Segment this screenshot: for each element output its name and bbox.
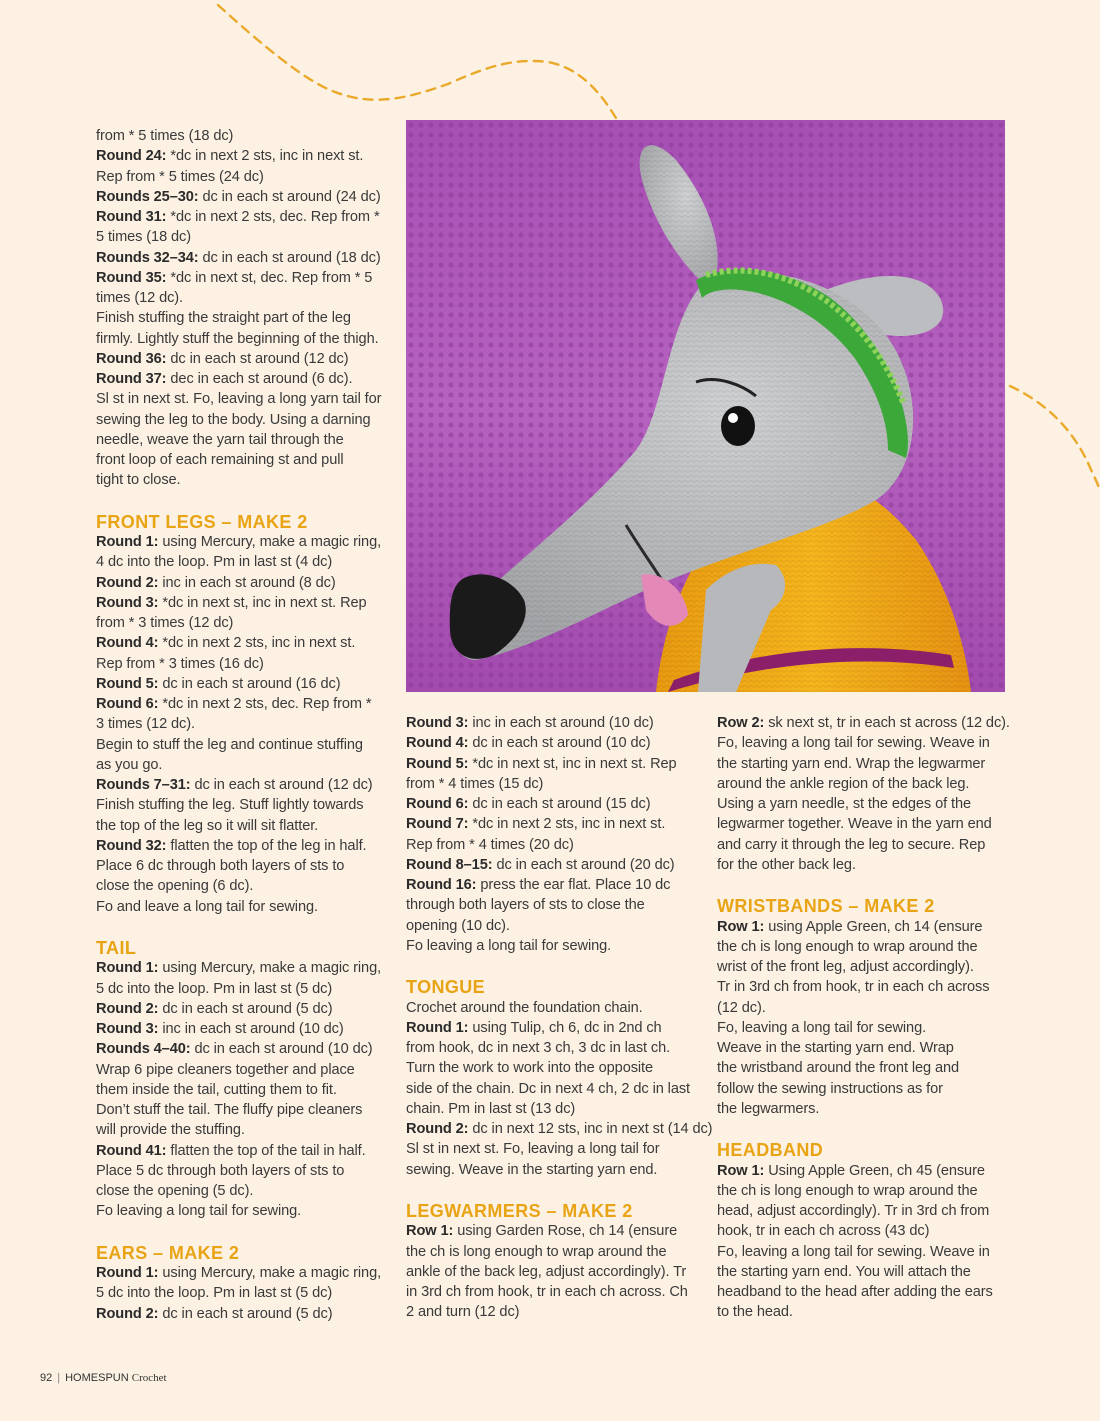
instruction-text: Finish stuffing the straight part of the leg — [96, 310, 351, 327]
round-label: Round 2: — [96, 1305, 159, 1322]
round-label: Round 5: — [406, 755, 469, 772]
instruction-text: Fo, leaving a long tail for sewing. Weave in — [717, 1243, 990, 1260]
round-label: Round 6: — [96, 696, 159, 712]
text-line — [96, 573, 396, 593]
instruction-text: side of the chain. Dc in next 4 ch, 2 dc in last — [406, 1080, 690, 1097]
instruction-text: Place 5 dc through both layers of sts to — [96, 1162, 345, 1179]
text-line — [96, 1283, 396, 1303]
text-line — [406, 1099, 698, 1119]
instruction-text: using Tulip, ch 6, dc in 2nd ch — [468, 1019, 662, 1036]
text-line — [96, 1263, 396, 1283]
text-line — [717, 754, 1009, 774]
text-line — [717, 814, 1009, 834]
instruction-text: Using Apple Green, ch 45 (ensure — [764, 1162, 985, 1179]
section-heading: TAIL — [96, 937, 137, 958]
instruction-text: Sl st in next st. Fo, leaving a long yarn tail for — [96, 391, 382, 408]
text-line — [717, 1038, 1009, 1058]
text-line — [406, 1160, 698, 1180]
text-line — [96, 775, 396, 795]
text-line — [96, 1060, 396, 1080]
instruction-text: using Mercury, make a magic ring, — [158, 960, 382, 977]
instruction-text: in 3rd ch from hook, tr in each ch across. Ch — [406, 1284, 688, 1300]
text-line — [96, 430, 396, 450]
text-line — [406, 1079, 698, 1099]
text-line — [406, 774, 698, 794]
instruction-text: dc in each st around (24 dc) — [198, 188, 381, 205]
instruction-text: Fo leaving a long tail for sewing. — [96, 1203, 302, 1220]
instruction-text: dc in each st around (12 dc) — [166, 350, 349, 367]
instruction-text: for the other back leg. — [717, 856, 856, 873]
text-line — [717, 1221, 1009, 1241]
crochet-greyhound-photo — [406, 120, 1005, 692]
round-label: Rounds 4–40: — [96, 1041, 191, 1058]
instruction-text: sk next st, tr in each st across (12 dc). — [764, 715, 1010, 731]
instruction-text: head, adjust accordingly). Tr in 3rd ch from — [717, 1203, 990, 1219]
text-line — [96, 1120, 396, 1140]
instruction-text: *dc in next 2 sts, inc in next st. — [158, 635, 356, 652]
round-label: Round 41: — [96, 1142, 167, 1159]
text-line — [96, 187, 396, 207]
text-line — [406, 794, 698, 814]
instruction-text: inc in each st around (8 dc) — [158, 574, 336, 591]
instruction-text: opening (10 dc). — [406, 917, 510, 934]
text-line — [717, 1242, 1009, 1262]
text-line — [717, 937, 1009, 957]
instruction-text: Crochet around the foundation chain. — [406, 999, 643, 1016]
page-footer — [40, 1372, 167, 1384]
text-line — [96, 674, 396, 694]
round-label: Round 35: — [96, 269, 167, 286]
instruction-text: legwarmer together. Weave in the yarn end — [717, 816, 992, 833]
instruction-text: sewing. Weave in the starting yarn end. — [406, 1161, 658, 1178]
text-line — [96, 856, 396, 876]
round-label: Rounds 7–31: — [96, 777, 191, 793]
instruction-text: inc in each st around (10 dc) — [468, 715, 654, 731]
text-line — [717, 733, 1009, 753]
text-line — [717, 774, 1009, 794]
text-line — [96, 613, 396, 633]
instruction-text: Fo, leaving a long tail for sewing. Weave in — [717, 735, 990, 752]
text-line — [96, 755, 396, 775]
text-line — [717, 1282, 1009, 1302]
round-label: Round 7: — [406, 816, 469, 833]
round-label: Row 1: — [717, 1162, 765, 1179]
instruction-text: needle, weave the yarn tail through the — [96, 431, 344, 448]
text-line — [406, 1038, 698, 1058]
instruction-text: dec in each st around (6 dc). — [166, 371, 353, 387]
instruction-text: will provide the stuffing. — [96, 1122, 245, 1139]
instruction-text: Wrap 6 pipe cleaners together and place — [96, 1061, 355, 1078]
instruction-text: *dc in next 2 sts, dec. Rep from * — [166, 209, 380, 225]
instruction-text: Begin to stuff the leg and continue stuffing — [96, 736, 363, 753]
text-line — [96, 1304, 396, 1324]
instruction-text: dc in each st around (10 dc) — [468, 735, 651, 752]
text-line — [96, 633, 396, 653]
instruction-text: through both layers of sts to close the — [406, 897, 645, 914]
round-label: Row 2: — [717, 715, 765, 731]
text-line — [96, 836, 396, 856]
instruction-text: Rep from * 4 times (20 dc) — [406, 836, 574, 853]
text-line — [717, 1181, 1009, 1201]
section-heading: HEADBAND — [717, 1140, 824, 1160]
section-heading: FRONT LEGS – MAKE 2 — [96, 511, 308, 532]
text-line — [96, 552, 396, 572]
instruction-text: Place 6 dc through both layers of sts to — [96, 858, 345, 874]
instruction-text: *dc in next st, inc in next st. Rep — [158, 594, 367, 611]
text-line — [717, 998, 1009, 1018]
text-line — [96, 1100, 396, 1120]
instruction-text: tight to close. — [96, 472, 181, 489]
text-line — [717, 1018, 1009, 1038]
text-line — [717, 977, 1009, 997]
instruction-text: times (12 dc). — [96, 290, 183, 306]
instruction-text: and carry it through the leg to secure. Rep — [717, 836, 986, 853]
text-line — [406, 835, 698, 855]
instruction-text: Finish stuffing the leg. Stuff lightly towards — [96, 797, 364, 814]
text-line — [406, 875, 698, 895]
instruction-text: the wristband around the front leg and — [717, 1060, 960, 1077]
round-label: Round 36: — [96, 350, 167, 367]
round-label: Round 32: — [96, 837, 167, 854]
text-line — [96, 470, 396, 490]
instruction-text: around the ankle region of the back leg. — [717, 775, 970, 792]
text-line — [96, 349, 396, 369]
text-line — [406, 936, 698, 956]
instruction-text: the legwarmers. — [717, 1100, 820, 1117]
round-label: Round 1: — [96, 1265, 159, 1281]
text-column-1 — [96, 126, 396, 1324]
round-label: Round 1: — [96, 960, 159, 977]
instruction-text: Using a yarn needle, st the edges of the — [717, 796, 971, 812]
instruction-text: (12 dc). — [717, 999, 766, 1016]
instruction-text: them inside the tail, cutting them to fit. — [96, 1081, 337, 1098]
instruction-text: follow the sewing instructions as for — [717, 1080, 943, 1097]
instruction-text: to the head. — [717, 1304, 793, 1321]
section-heading: WRISTBANDS – MAKE 2 — [717, 896, 935, 916]
instruction-text: Rep from * 5 times (24 dc) — [96, 168, 264, 185]
round-label: Round 3: — [406, 715, 469, 731]
instruction-text: firmly. Lightly stuff the beginning of the thigh. — [96, 330, 379, 347]
text-line — [96, 308, 396, 328]
instruction-text: dc in each st around (15 dc) — [468, 796, 651, 812]
round-label: Row 1: — [717, 918, 765, 935]
text-line — [96, 897, 396, 917]
instruction-text: dc in each st around (12 dc) — [190, 777, 373, 793]
instruction-text: *dc in next 2 sts, dec. Rep from * — [158, 696, 372, 712]
instruction-text: dc in each st around (16 dc) — [158, 675, 341, 692]
instruction-text: the starting yarn end. Wrap the legwarmer — [717, 755, 986, 772]
instruction-text: using Garden Rose, ch 14 (ensure — [453, 1223, 678, 1240]
instruction-text: from hook, dc in next 3 ch, 3 dc in last ch. — [406, 1040, 671, 1056]
round-label: Round 37: — [96, 371, 167, 387]
text-line — [406, 895, 698, 915]
text-line — [717, 1262, 1009, 1282]
text-line — [96, 288, 396, 308]
round-label: Round 3: — [96, 1021, 159, 1037]
round-label: Round 1: — [96, 534, 159, 550]
text-line — [406, 855, 698, 875]
text-line — [406, 1262, 698, 1282]
instruction-text: Don’t stuff the tail. The fluffy pipe cleaners — [96, 1102, 363, 1118]
text-line — [406, 1139, 698, 1159]
instruction-text: Rep from * 3 times (16 dc) — [96, 655, 264, 672]
round-label: Rounds 25–30: — [96, 188, 199, 205]
text-line — [96, 450, 396, 470]
instruction-text: the ch is long enough to wrap around the — [717, 1182, 978, 1199]
instruction-text: Fo, leaving a long tail for sewing. — [717, 1019, 927, 1036]
instruction-text: 2 and turn (12 dc) — [406, 1304, 520, 1321]
instruction-text: the ch is long enough to wrap around the — [717, 938, 978, 955]
round-label: Round 3: — [96, 594, 159, 611]
instruction-text: Fo leaving a long tail for sewing. — [406, 937, 612, 954]
text-line — [96, 714, 396, 734]
round-label: Rounds 32–34: — [96, 249, 199, 266]
round-label: Row 1: — [406, 1223, 454, 1240]
instruction-text: dc in each st around (18 dc) — [198, 249, 381, 266]
text-line — [406, 713, 698, 733]
text-line — [96, 248, 396, 268]
round-label: Round 1: — [406, 1019, 469, 1036]
text-line — [96, 207, 396, 227]
instruction-text: Turn the work to work into the opposite — [406, 1060, 654, 1077]
text-line — [96, 1181, 396, 1201]
instruction-text: flatten the top of the tail in half. — [166, 1142, 366, 1159]
text-line — [717, 1201, 1009, 1221]
text-line — [96, 876, 396, 896]
section-heading: EARS – MAKE 2 — [96, 1242, 240, 1263]
round-label: Round 4: — [406, 735, 469, 752]
round-label: Round 5: — [96, 675, 159, 692]
section-heading: TONGUE — [406, 977, 486, 997]
instruction-text: *dc in next 2 sts, inc in next st. — [468, 816, 666, 833]
magazine-name-suffix: Crochet — [131, 1372, 167, 1384]
text-line — [406, 1282, 698, 1302]
text-line — [406, 733, 698, 753]
text-line — [96, 1019, 396, 1039]
text-line — [406, 754, 698, 774]
text-line — [96, 369, 396, 389]
text-line — [717, 855, 1009, 875]
instruction-text: Weave in the starting yarn end. Wrap — [717, 1040, 954, 1056]
text-line — [406, 814, 698, 834]
instruction-text: the ch is long enough to wrap around the — [406, 1243, 667, 1260]
text-line — [406, 998, 698, 1018]
instruction-text: 5 times (18 dc) — [96, 229, 192, 246]
instruction-text: dc in each st around (10 dc) — [190, 1041, 373, 1058]
instruction-text: close the opening (5 dc). — [96, 1183, 254, 1199]
text-line — [96, 410, 396, 430]
text-line — [717, 1099, 1009, 1119]
round-label: Round 2: — [96, 1000, 159, 1017]
instruction-text: Tr in 3rd ch from hook, tr in each ch across — [717, 979, 990, 996]
round-label: Round 24: — [96, 148, 167, 165]
text-line — [96, 1201, 396, 1221]
instruction-text: *dc in next 2 sts, inc in next st. — [166, 148, 364, 165]
instruction-text: inc in each st around (10 dc) — [158, 1021, 344, 1037]
text-line — [717, 794, 1009, 814]
round-label: Round 16: — [406, 877, 477, 893]
instruction-text: the starting yarn end. You will attach the — [717, 1263, 971, 1280]
text-column-3 — [717, 713, 1009, 1323]
text-line — [96, 532, 396, 552]
instruction-text: flatten the top of the leg in half. — [166, 837, 367, 854]
instruction-text: close the opening (6 dc). — [96, 878, 254, 895]
text-line — [717, 1161, 1009, 1181]
text-line — [96, 593, 396, 613]
text-line — [96, 1141, 396, 1161]
text-line — [96, 694, 396, 714]
text-line — [96, 268, 396, 288]
text-line — [717, 1058, 1009, 1078]
text-line — [96, 999, 396, 1019]
text-line — [96, 735, 396, 755]
text-line — [406, 1119, 713, 1139]
instruction-text: *dc in next st, inc in next st. Rep — [468, 755, 677, 772]
text-line — [96, 1080, 396, 1100]
instruction-text: front loop of each remaining st and pull — [96, 452, 344, 468]
instruction-text: dc in each st around (5 dc) — [158, 1000, 333, 1017]
instruction-text: headband to the head after adding the ears — [717, 1284, 993, 1300]
instruction-text: *dc in next st, dec. Rep from * 5 — [166, 269, 373, 286]
instruction-text: 4 dc into the loop. Pm in last st (4 dc) — [96, 554, 333, 571]
text-line — [406, 1242, 698, 1262]
instruction-text: chain. Pm in last st (13 dc) — [406, 1100, 576, 1117]
round-label: Round 31: — [96, 209, 167, 225]
round-label: Round 4: — [96, 635, 159, 652]
page-number: 92 — [40, 1372, 53, 1384]
magazine-name: HOMESPUN — [65, 1372, 129, 1384]
text-line — [96, 329, 396, 349]
text-line — [406, 916, 698, 936]
instruction-text: from * 5 times (18 dc) — [96, 128, 234, 144]
instruction-text: sewing the leg to the body. Using a darning — [96, 411, 371, 428]
instruction-text: 5 dc into the loop. Pm in last st (5 dc) — [96, 980, 333, 997]
instruction-text: Fo and leave a long tail for sewing. — [96, 898, 318, 915]
text-line — [406, 1018, 698, 1038]
instruction-text: as you go. — [96, 756, 163, 773]
instruction-text: Sl st in next st. Fo, leaving a long tail for — [406, 1141, 660, 1158]
text-line — [96, 979, 396, 999]
instruction-text: dc in each st around (20 dc) — [492, 856, 675, 873]
instruction-text: wrist of the front leg, adjust accordingly). — [717, 959, 974, 975]
text-line — [96, 795, 396, 815]
text-line — [717, 835, 1009, 855]
instruction-text: from * 3 times (12 dc) — [96, 615, 234, 631]
text-line — [96, 654, 396, 674]
text-line — [717, 713, 1009, 733]
instruction-text: using Apple Green, ch 14 (ensure — [764, 918, 983, 935]
instruction-text: hook, tr in each ch across (43 dc) — [717, 1223, 930, 1240]
text-column-2 — [406, 713, 713, 1323]
section-heading: LEGWARMERS – MAKE 2 — [406, 1200, 633, 1221]
instruction-text: dc in each st around (5 dc) — [158, 1305, 333, 1322]
text-line — [406, 1058, 698, 1078]
text-line — [96, 146, 396, 166]
instruction-text: using Mercury, make a magic ring, — [158, 534, 382, 550]
round-label: Round 8–15: — [406, 856, 493, 873]
instruction-text: 5 dc into the loop. Pm in last st (5 dc) — [96, 1285, 333, 1302]
text-line — [406, 1302, 698, 1322]
instruction-text: 3 times (12 dc). — [96, 716, 195, 733]
round-label: Round 2: — [96, 574, 159, 591]
instruction-text: ankle of the back leg, adjust accordingly). Tr — [406, 1263, 687, 1280]
text-line — [96, 227, 396, 247]
instruction-text: dc in next 12 sts, inc in next st (14 dc) — [468, 1121, 713, 1137]
text-line — [96, 958, 396, 978]
text-line — [717, 1302, 1009, 1322]
instruction-text: from * 4 times (15 dc) — [406, 775, 544, 792]
instruction-text: the top of the leg so it will sit flatter. — [96, 817, 319, 834]
text-line — [96, 1039, 396, 1059]
text-line — [96, 167, 396, 187]
text-line — [717, 957, 1009, 977]
text-line — [717, 917, 1009, 937]
text-line — [406, 1221, 698, 1241]
round-label: Round 6: — [406, 796, 469, 812]
text-line — [96, 816, 396, 836]
instruction-text: using Mercury, make a magic ring, — [158, 1265, 382, 1281]
text-line — [96, 1161, 396, 1181]
instruction-text: press the ear flat. Place 10 dc — [476, 877, 671, 893]
footer-separator: | — [57, 1372, 61, 1384]
text-line — [96, 389, 396, 409]
round-label: Round 2: — [406, 1121, 469, 1137]
text-line — [717, 1079, 1009, 1099]
text-line — [96, 126, 396, 146]
